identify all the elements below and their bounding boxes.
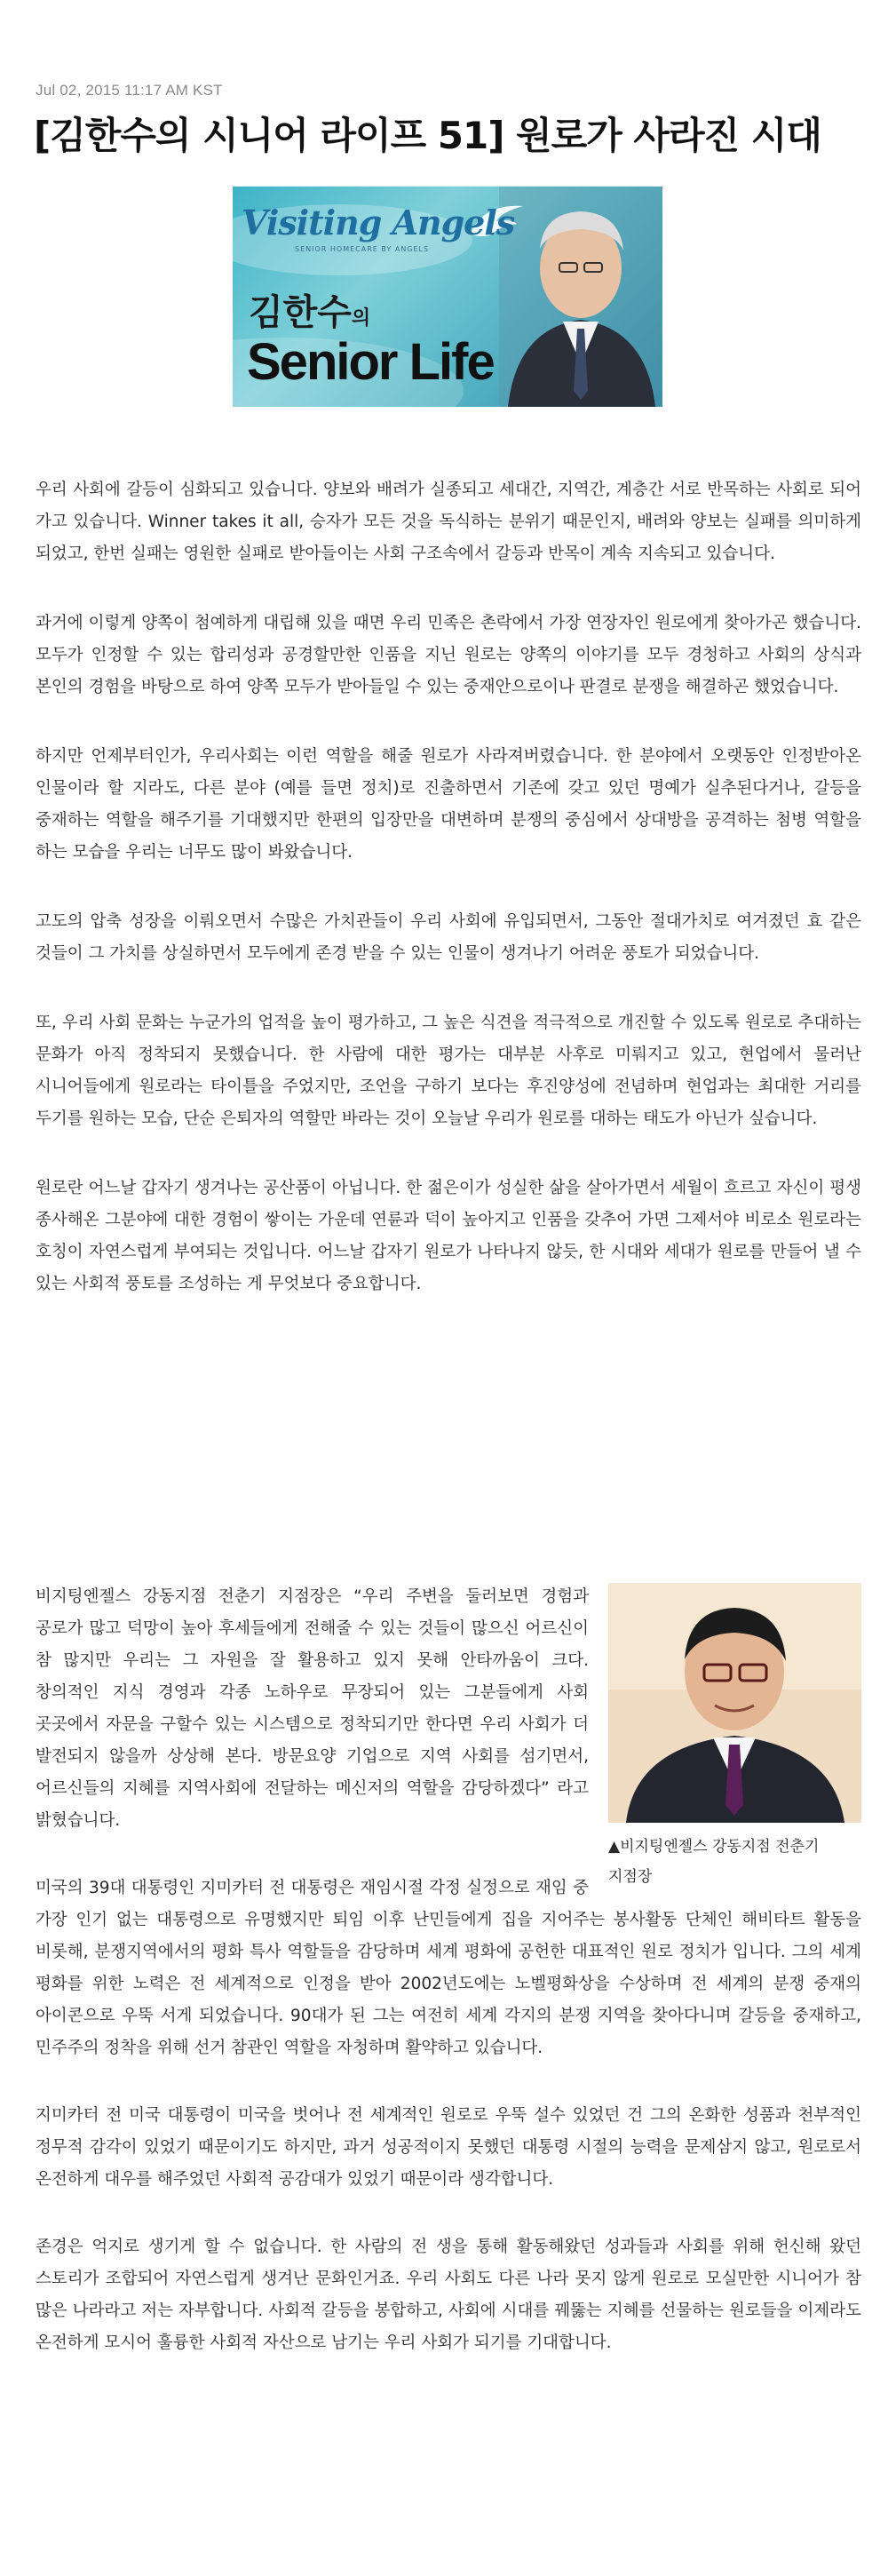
branch-manager-photo-block	[608, 1583, 861, 1892]
columnist-name-ko: 김한수	[249, 292, 352, 333]
article-body-second	[36, 1581, 861, 2395]
article-paragraph: 원로란 어느날 갑자기 생겨나는 공산품이 아닙니다. 한 젊은이가 성실한 삶을 살아가면서 세월이 흐르고 자신이 평생 종사해온 그분야에 대한 경험이 쌓이는 가운데 연륜과 덕이 높아지고 인품을 갖추어 가면 그제서야 비로소 원로라는 호칭이 자연스럽게 부여되는 것입니다. 어느날 갑자기 원로가 나타나지 않듯, 한 시대와 세대가 원로를 만들어 낼 수 있는 사회적 풍토를 조성하는 게 무엇보다 중요합니다.	[36, 1179, 861, 1293]
article-paragraph: 존경은 억지로 생기게 할 수 없습니다. 한 사람의 전 생을 통해 활동해왔던 성과들과 사회를 위해 헌신해 왔던 스토리가 조합되어 자연스럽게 생겨난 문화인거죠. 우리 사회도 다른 나라 못지 않게 원로로 모실만한 시니어가 참 많은 나라라고 저는 자부합니다. 사회적 갈등을 봉합하고, 사회에 시대를 꿰뚫는 지혜를 선물하는 원로들을 이제라도 온전하게 모시어 훌륭한 사회적 자산으로 남기는 우리 사회가 되기를 기대합니다.	[36, 2238, 861, 2352]
branch-manager-photo	[608, 1583, 861, 1823]
article-paragraph: 우리 사회에 갈등이 심화되고 있습니다. 양보와 배려가 실종되고 세대간, 지역간, 계층간 서로 반목하는 사회로 되어 가고 있습니다. Winner takes it all, 승자가 모든 것을 독식하는 분위기 때문인지, 배려와 양보는 실패를 의미하게 되었고, 한번 실패는 영원한 실패로 받아들이는 사회 구조속에서 갈등과 반목이 계속 지속되고 있습니다.	[36, 481, 861, 563]
article-paragraph: 과거에 이렇게 양쪽이 첨예하게 대립해 있을 때면 우리 민족은 촌락에서 가장 연장자인 원로에게 찾아가곤 했습니다. 모두가 인정할 수 있는 합리성과 공경할만한 인품을 지닌 원로는 양쪽의 이야기를 모두 경청하고 사회의 상식과 본인의 경험을 바탕으로 하여 양쪽 모두가 받아들일 수 있는 중재안으로이나 판결로 분쟁을 해결하곤 했었습니다.	[36, 614, 861, 696]
columnist-name-suffix: 의	[351, 307, 371, 330]
article-body	[36, 474, 861, 1338]
article-paragraph: 하지만 언제부터인가, 우리사회는 이런 역할을 해줄 원로가 사라져버렸습니다. 한 분야에서 오랫동안 인정받아온 인물이라 할 지라도, 다른 분야 (예를 들면 정치)로 진출하면서 기존에 갖고 있던 명예가 실추된다거나, 갈등을 중재하는 역할을 해주기를 기대했지만 한편의 입장만을 대변하며 분쟁의 중심에서 상대방을 공격하는 첨병 역할을 하는 모습을 우리는 너무도 많이 봐왔습니다.	[36, 747, 861, 862]
article-paragraph: 또, 우리 사회 문화는 누군가의 업적을 높이 평가하고, 그 높은 식견을 적극적으로 개진할 수 있도록 원로로 추대하는 문화가 아직 정착되지 못했습니다. 한 사람에 대한 평가는 대부분 사후로 미뤄지고 있고, 현업에서 물러난 시니어들에게 원로라는 타이틀을 주었지만, 조언을 구하기 보다는 후진양성에 전념하며 현업과는 최대한 거리를 두기를 원하는 모습, 단순 은퇴자의 역할만 바라는 것이 오늘날 우리가 원로를 대하는 태도가 아닌가 싶습니다.	[36, 1014, 861, 1128]
banner-columnist-name	[249, 284, 370, 335]
article-paragraph: 미국의 39대 대통령인 지미카터 전 대통령은 재임시절 각정 실정으로 재임 중 가장 인기 없는 대통령으로 유명했지만 퇴임 이후 난민들에게 집을 지어주는 봉사활동 단체인 해비타트 활동을 비롯해, 분쟁지역에서의 평화 특사 역할들을 감당하며 세계 평화에 공헌한 대표적인 원로 정치가 입니다. 그의 세계 평화를 위한 노력은 전 세계적으로 인정을 받아 2002년도에는 노벨평화상을 수상하며 전 세계의 분쟁 중재의 아이콘으로 우뚝 서게 되었습니다. 90대가 된 그는 여전히 세계 각지의 분쟁 지역을 찾아다니며 갈등을 중재하고, 민주주의 정착을 위해 선거 참관인 역할을 자청하며 활약하고 있습니다.	[36, 1879, 861, 2057]
article-paragraph: 고도의 압축 성장을 이뤄오면서 수많은 가치관들이 우리 사회에 유입되면서, 그동안 절대가치로 여겨졌던 효 같은 것들이 그 가치를 상실하면서 모두에게 존경 받을 수 있는 인물이 생겨나기 어려운 풍토가 되었습니다.	[36, 912, 861, 963]
article-paragraph: 지미카터 전 미국 대통령이 미국을 벗어나 전 세계적인 원로로 우뚝 설수 있었던 건 그의 온화한 성품과 천부적인 정무적 감각이 있었기 때문이기도 하지만, 과거 성공적이지 못했던 대통령 시절의 능력을 문제삼지 않고, 원로로서 온전하게 대우를 해주었던 사회적 공감대가 있었기 때문이라 생각합니다.	[36, 2106, 861, 2189]
article-title: [김한수의 시니어 라이프 51] 원로가 사라진 시대	[34, 114, 821, 157]
visiting-angels-logo: Visiting Angels	[242, 203, 515, 242]
column-banner-image	[233, 187, 662, 407]
article-paragraph: 비지팅엔젤스 강동지점 전춘기 지점장은 “우리 주변을 둘러보면 경험과 공로가 많고 덕망이 높아 후세들에게 전해줄 수 있는 것들이 많으신 어르신이 참 많지만 우리는 그 자원을 잘 활용하고 있지 못해 안타까움이 크다. 창의적인 지식 경영과 각종 노하우로 무장되어 있는 그분들에게 사회 곳곳에서 자문을 구할수 있는 시스템으로 정착되기만 한다면 우리 사회가 더 발전되지 않을까 상상해 본다. 방문요양 기업으로 지역 사회를 섬기면서, 어르신들의 지혜를 지역사회에 전달하는 메신저의 역할을 감당하겠다” 라고 밝혔습니다.	[36, 1587, 589, 1830]
article-date: Jul 02, 2015 11:17 AM KST	[36, 82, 223, 99]
logo-tagline: SENIOR HOMECARE BY ANGELS	[295, 245, 430, 253]
photo-caption: ▲비지팅엔젤스 강동지점 전춘기 지점장	[608, 1838, 820, 1886]
banner-column-name: Senior Life	[247, 333, 494, 391]
